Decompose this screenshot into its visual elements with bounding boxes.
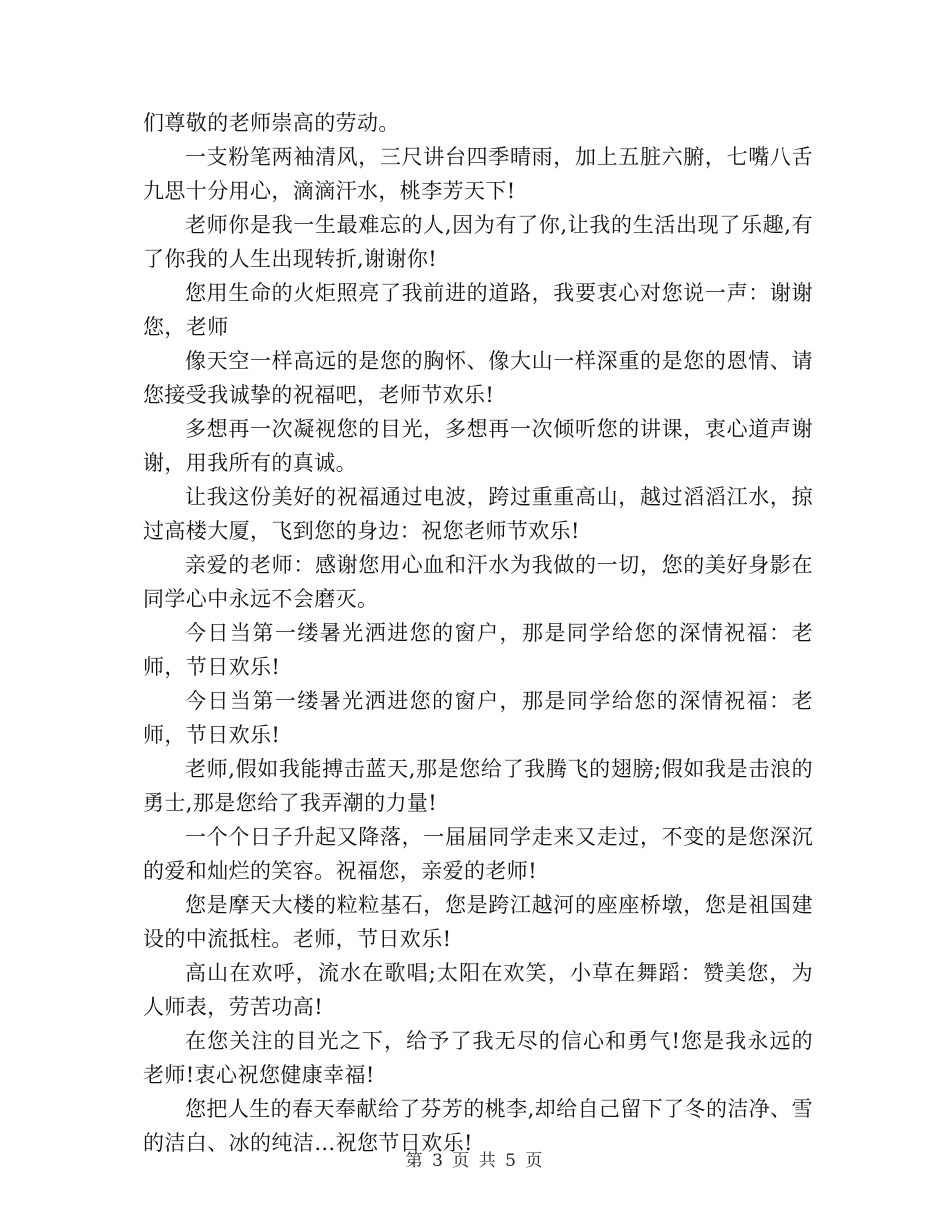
paragraph: 一个个日子升起又降落，一届届同学走来又走过，不变的是您深沉的爱和灿烂的笑容。祝福您，亲爱的老师!: [143, 825, 813, 883]
paragraph: 您用生命的火炬照亮了我前进的道路，我要衷心对您说一声：谢谢您，老师: [143, 281, 813, 339]
paragraph: 您是摩天大楼的粒粒基石，您是跨江越河的座座桥墩，您是祖国建设的中流抵柱。老师，节日欢乐!: [143, 893, 813, 951]
document-body: [143, 106, 813, 1160]
paragraph: 老师你是我一生最难忘的人,因为有了你,让我的生活出现了乐趣,有了你我的人生出现转折,谢谢你!: [143, 213, 813, 271]
paragraph: 您把人生的春天奉献给了芬芳的桃李,却给自己留下了冬的洁净、雪的洁白、冰的纯洁…祝您节日欢乐!: [143, 1097, 813, 1155]
paragraph: 们尊敬的老师崇高的劳动。: [143, 111, 400, 135]
paragraph: 多想再一次凝视您的目光，多想再一次倾听您的讲课，衷心道声谢谢，用我所有的真诚。: [143, 417, 813, 475]
paragraph: 老师,假如我能搏击蓝天,那是您给了我腾飞的翅膀;假如我是击浪的勇士,那是您给了我弄潮的力量!: [143, 757, 813, 815]
page-footer: 第 3 页 共 5 页: [405, 1151, 545, 1171]
paragraph: 一支粉笔两袖清风，三尺讲台四季晴雨，加上五脏六腑，七嘴八舌九思十分用心，滴滴汗水，桃李芳天下!: [143, 145, 813, 203]
paragraph: 今日当第一缕暑光洒进您的窗户，那是同学给您的深情祝福：老师，节日欢乐!: [143, 621, 813, 679]
paragraph: 亲爱的老师：感谢您用心血和汗水为我做的一切，您的美好身影在同学心中永远不会磨灭。: [143, 553, 813, 611]
paragraph: 像天空一样高远的是您的胸怀、像大山一样深重的是您的恩情、请您接受我诚挚的祝福吧，老师节欢乐!: [143, 349, 813, 407]
paragraph: 让我这份美好的祝福通过电波，跨过重重高山，越过滔滔江水，掠过高楼大厦，飞到您的身边：祝您老师节欢乐!: [143, 485, 813, 543]
paragraph: 在您关注的目光之下，给予了我无尽的信心和勇气!您是我永远的老师!衷心祝您健康幸福!: [143, 1029, 813, 1087]
paragraph: 高山在欢呼，流水在歌唱;太阳在欢笑，小草在舞蹈：赞美您，为人师表，劳苦功高!: [143, 961, 813, 1019]
paragraph: 今日当第一缕暑光洒进您的窗户，那是同学给您的深情祝福：老师，节日欢乐!: [143, 689, 813, 747]
